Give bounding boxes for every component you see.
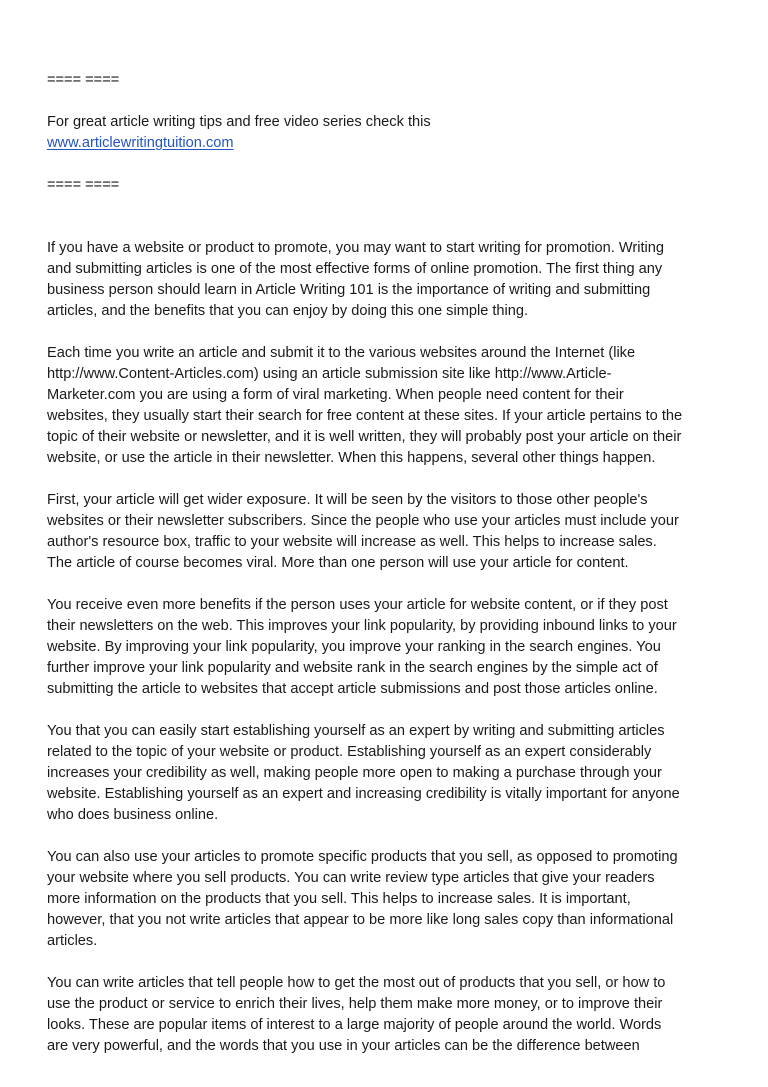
paragraph-line: Each time you write an article and submit it to the various websites around the Internet (like (47, 345, 636, 361)
paragraph-line: use the product or service to enrich their lives, help them make more money, or to improve their (47, 996, 663, 1012)
paragraph-gap (47, 700, 729, 721)
paragraph-line: however, that you not write articles that appear to be more like long sales copy than informational (47, 912, 674, 928)
spacer (47, 91, 729, 112)
paragraph-line: looks. These are popular items of interest to a large majority of people around the world. Words (47, 1017, 662, 1033)
paragraph-line: Marketer.com you are using a form of viral marketing. When people need content for their (47, 387, 624, 403)
spacer (47, 196, 729, 238)
paragraph-line: If you have a website or product to promote, you may want to start writing for promotion. Writing (47, 240, 664, 256)
paragraph-gap (47, 952, 729, 973)
paragraph-line: submitting the article to websites that accept article submissions and post those articles online. (47, 681, 658, 697)
paragraph-line: and submitting articles is one of the most effective forms of online promotion. The first thing any (47, 261, 663, 277)
paragraph (47, 343, 729, 469)
paragraph-line: First, your article will get wider exposure. It will be seen by the visitors to those other people's (47, 492, 648, 508)
paragraph-line: their newsletters on the web. This improves your link popularity, by providing inbound links to your (47, 618, 677, 634)
paragraph-gap (47, 469, 729, 490)
paragraph (47, 238, 729, 322)
paragraph-line: website. Establishing yourself as an expert and increasing credibility is vitally important for anyone (47, 786, 680, 802)
paragraph-line: further improve your link popularity and website rank in the search engines by the simple act of (47, 660, 658, 676)
paragraph-line: You can write articles that tell people how to get the most out of products that you sell, or how to (47, 975, 666, 991)
promo-link[interactable]: www.articlewritingtuition.com (47, 135, 234, 151)
paragraph (47, 847, 729, 952)
paragraph-line: business person should learn in Article Writing 101 is the importance of writing and submitting (47, 282, 651, 298)
document-page (47, 70, 729, 1057)
paragraph-line: You can also use your articles to promote specific products that you sell, as opposed to promoting (47, 849, 678, 865)
paragraph (47, 973, 729, 1057)
paragraph-line: topic of their website or newsletter, and it is well written, they will probably post your article on their (47, 429, 682, 445)
paragraph (47, 595, 729, 700)
paragraph-gap (47, 826, 729, 847)
article-body (47, 238, 729, 1057)
paragraph-line: are very powerful, and the words that you use in your articles can be the difference between (47, 1038, 640, 1054)
paragraph (47, 490, 729, 574)
paragraph-line: author's resource box, traffic to your website will increase as well. This helps to increase sales. (47, 534, 657, 550)
paragraph-line: website, or use the article in their newsletter. When this happens, several other things happen. (47, 450, 656, 466)
paragraph (47, 721, 729, 826)
separator-bottom: ==== ==== (47, 177, 120, 193)
paragraph-line: increases your credibility as well, making people more open to making a purchase through your (47, 765, 662, 781)
paragraph-line: articles, and the benefits that you can enjoy by doing this one simple thing. (47, 303, 529, 319)
paragraph-gap (47, 574, 729, 595)
paragraph-line: You that you can easily start establishing yourself as an expert by writing and submitting articles (47, 723, 665, 739)
paragraph-line: your website where you sell products. You can write review type articles that give your readers (47, 870, 655, 886)
paragraph-line: websites or their newsletter subscribers. Since the people who use your articles must include your (47, 513, 679, 529)
paragraph-line: more information on the products that you sell. This helps to increase sales. It is important, (47, 891, 631, 907)
promo-text: For great article writing tips and free video series check this (47, 114, 431, 130)
spacer (47, 154, 729, 175)
paragraph-line: The article of course becomes viral. More than one person will use your article for content. (47, 555, 629, 571)
separator-top: ==== ==== (47, 72, 120, 88)
paragraph-line: websites, they usually start their search for free content at these sites. If your article pertains to the (47, 408, 683, 424)
paragraph-line: You receive even more benefits if the person uses your article for website content, or if they post (47, 597, 668, 613)
paragraph-line: http://www.Content-Articles.com) using an article submission site like http://www.Article- (47, 366, 612, 382)
paragraph-line: articles. (47, 933, 98, 949)
paragraph-line: website. By improving your link popularity, you improve your ranking in the search engines. You (47, 639, 661, 655)
paragraph-line: who does business online. (47, 807, 219, 823)
paragraph-gap (47, 322, 729, 343)
paragraph-line: related to the topic of your website or product. Establishing yourself as an expert considerably (47, 744, 652, 760)
